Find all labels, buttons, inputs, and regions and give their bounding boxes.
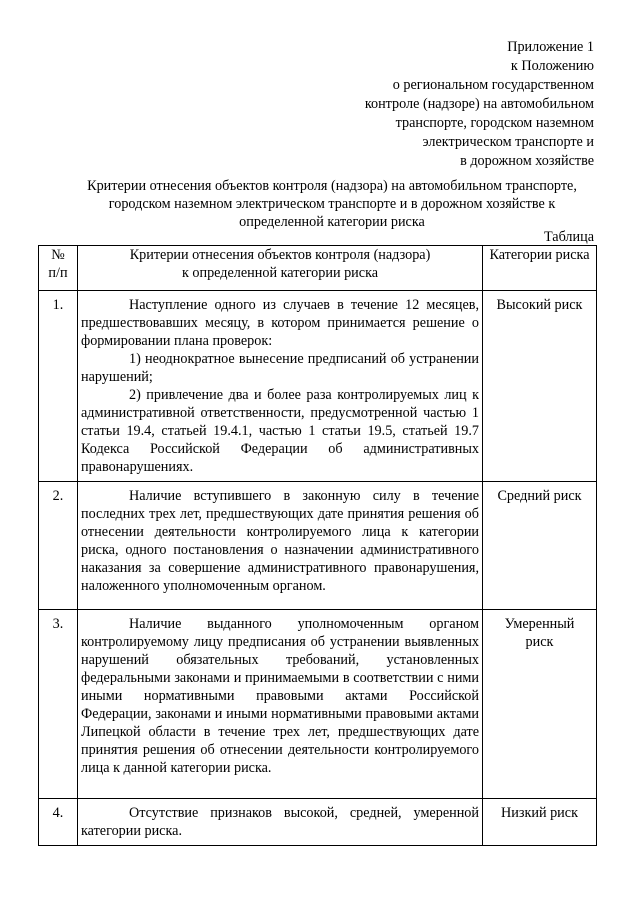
table-row xyxy=(39,482,597,610)
appendix-header xyxy=(274,38,594,171)
row-criteria-cell xyxy=(78,610,483,799)
row-risk-cell xyxy=(483,610,597,799)
risk-category: Высокий риск xyxy=(496,297,583,313)
row-num: 2. xyxy=(52,488,64,504)
row-risk-cell xyxy=(483,799,597,846)
header-num-line: п/п xyxy=(48,265,68,281)
criteria-paragraph: 2) привлечение два и более раза контролируемых лиц к административной ответственности, предусмотренной частью 1 статьи 19.4, статьей 19.4.1, частью 1 статьи 19.5, статьей 19.7 Кодекса Российской Федерации об административных правонарушениях. xyxy=(81,387,479,475)
row-risk-cell xyxy=(483,291,597,482)
row-risk-cell xyxy=(483,482,597,610)
header-criteria-cell xyxy=(78,246,483,291)
appendix-line: транспорте, городском наземном xyxy=(395,115,594,131)
header-num-line: № xyxy=(51,247,65,263)
criteria-paragraph: Отсутствие признаков высокой, средней, умеренной категории риска. xyxy=(81,805,479,839)
header-criteria-line: к определенной категории риска xyxy=(181,265,379,281)
risk-category: Умеренный риск xyxy=(504,616,575,650)
criteria-paragraph: Наличие выданного уполномоченным органом контролируемому лицу предписания об устранении выявленных нарушений обязательных требований, установленных федеральными законами и принимаемыми в соответствии с ними иными нормативными правовыми актами Российской Федерации, законами и иными нормативными правовыми актами Липецкой области в течение трех лет, предшествующих дате принятия решения об отнесении деятельности контролируемого лица к данной категории риска. xyxy=(81,616,479,776)
row-num-cell xyxy=(39,610,78,799)
header-category-label: Категории риска xyxy=(489,247,590,263)
header-category-cell xyxy=(483,246,597,291)
appendix-line: к Положению xyxy=(510,58,594,74)
row-criteria-cell xyxy=(78,799,483,846)
appendix-line: электрическом транспорте и xyxy=(422,134,594,150)
table-row xyxy=(39,610,597,799)
title-line: Критерии отнесения объектов контроля (надзора) на автомобильном транспорте, xyxy=(87,178,577,194)
risk-category: Средний риск xyxy=(497,488,582,504)
row-criteria-cell xyxy=(78,291,483,482)
criteria-paragraph: 1) неоднократное вынесение предписаний об устранении нарушений; xyxy=(81,351,479,385)
table-row xyxy=(39,291,597,482)
criteria-paragraph: Наступление одного из случаев в течение 12 месяцев, предшествовавших месяцу, в котором принимается решение о формировании плана проверок: xyxy=(81,297,479,349)
appendix-line: Приложение 1 xyxy=(507,39,594,55)
title-line: городском наземном электрическом транспорте и в дорожном хозяйстве к xyxy=(108,196,556,212)
row-criteria-cell xyxy=(78,482,483,610)
row-num: 4. xyxy=(52,805,64,821)
table-row xyxy=(39,799,597,846)
title-line: определенной категории риска xyxy=(239,214,425,230)
appendix-line: о региональном государственном xyxy=(392,77,594,93)
document-title xyxy=(52,177,612,231)
appendix-line: контроле (надзоре) на автомобильном xyxy=(364,96,594,112)
risk-category: Низкий риск xyxy=(501,805,578,821)
table-label: Таблица xyxy=(543,229,594,245)
criteria-table xyxy=(38,245,597,846)
row-num-cell xyxy=(39,482,78,610)
header-num-cell xyxy=(39,246,78,291)
table-header-row xyxy=(39,246,597,291)
criteria-paragraph: Наличие вступившего в законную силу в течение последних трех лет, предшествующих дате принятия решения об отнесении деятельности контролируемого лица к категории риска, одного постановления о назначении административного наказания за совершение административного правонарушения, наложенного уполномоченным органом. xyxy=(81,488,479,594)
row-num: 3. xyxy=(52,616,64,632)
appendix-line: в дорожном хозяйстве xyxy=(460,153,594,169)
row-num-cell xyxy=(39,799,78,846)
header-criteria-line: Критерии отнесения объектов контроля (надзора) xyxy=(129,247,431,263)
row-num-cell xyxy=(39,291,78,482)
row-num: 1. xyxy=(52,297,64,313)
